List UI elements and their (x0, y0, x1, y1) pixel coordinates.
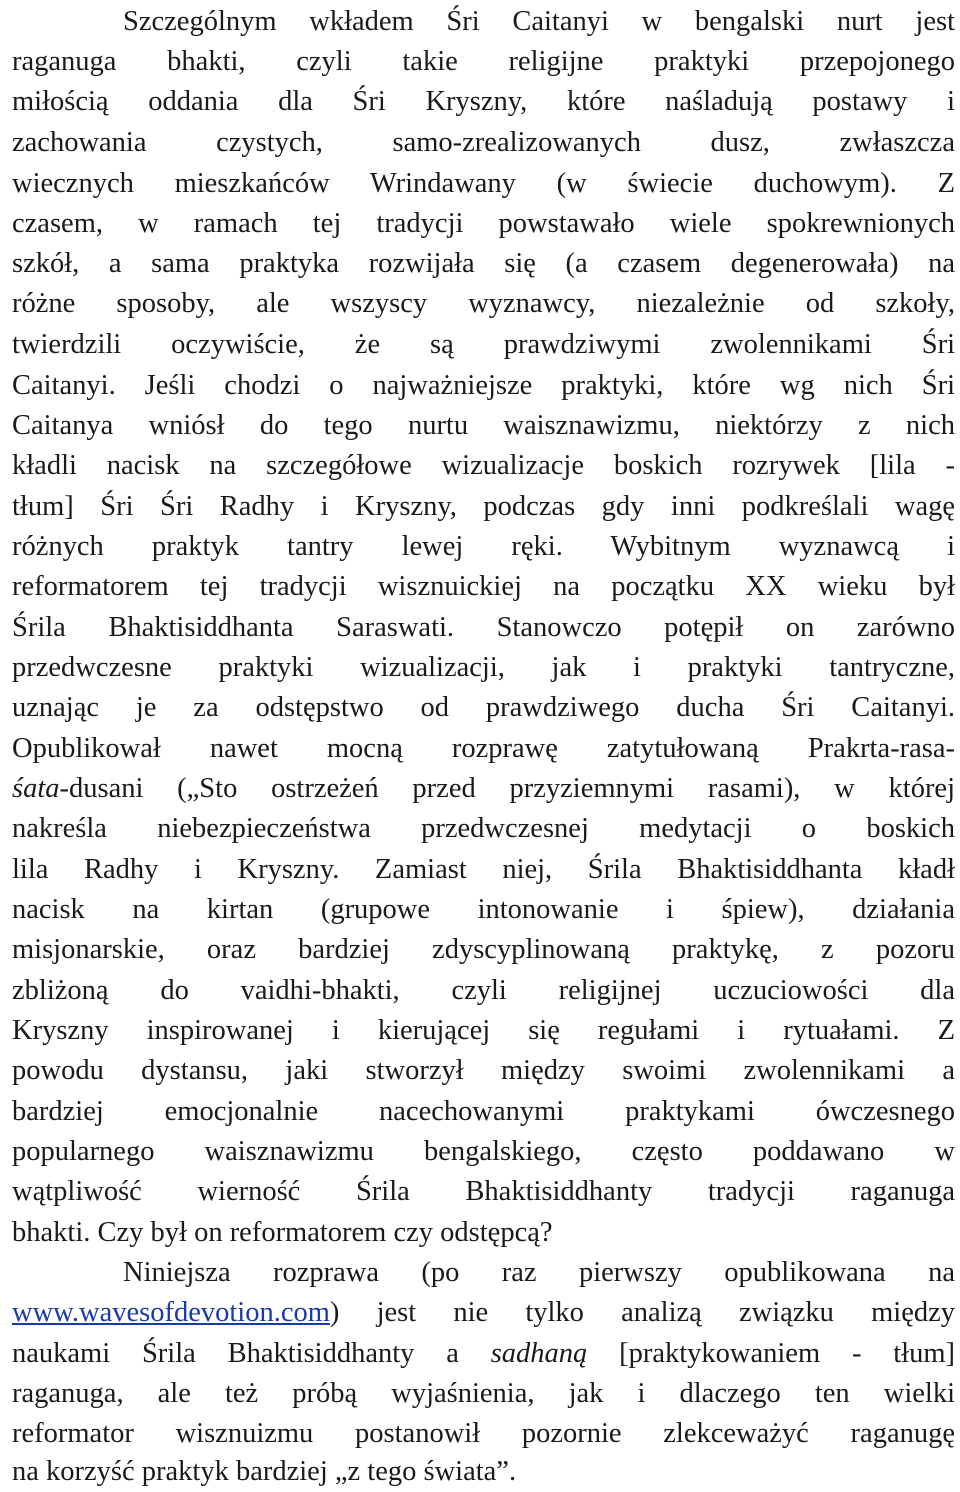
text-line: szkół, a sama praktyka rozwijała się (a czasem degenerowała) na (12, 248, 955, 279)
text-line: lila Radhy i Kryszny. Zamiast niej, Śrila Bhaktisiddhanta kładł (12, 854, 955, 885)
text-span: ) jest nie tylko analizą związku między (329, 1297, 955, 1328)
text-line: reformator wisznuizmu postanowił pozornie zlekceważyć raganugę (12, 1418, 955, 1449)
text-line: powodu dystansu, jaki stworzył między swoimi zwolennikami a (12, 1055, 955, 1086)
text-line: różne sposoby, ale wszyscy wyznawcy, niezależnie od szkoły, (12, 288, 955, 319)
text-line: tłum] Śri Śri Radhy i Kryszny, podczas gdy inni podkreślali wagę (12, 491, 955, 522)
text-line: kładli nacisk na szczegółowe wizualizacje boskich rozrywek [lila - (12, 450, 955, 481)
text-line: raganuga bhakti, czyli takie religijne praktyki przepojonego (12, 46, 955, 77)
text-line: Śrila Bhaktisiddhanta Saraswati. Stanowczo potępił on zarówno (12, 612, 955, 643)
text-line: Niniejsza rozprawa (po raz pierwszy opublikowana na (123, 1257, 955, 1288)
text-line: bardziej emocjonalnie nacechowanymi praktykami ówczesnego (12, 1096, 955, 1127)
text-line: wątpliwość wierność Śrila Bhaktisiddhanty tradycji raganuga (12, 1176, 955, 1207)
text-span: [praktykowaniem - tłum] (587, 1338, 955, 1369)
text-line: wiecznych mieszkańców Wrindawany (w świecie duchowym). Z (12, 168, 955, 199)
text-line: twierdzili oczywiście, że są prawdziwymi zwolennikami Śri (12, 329, 955, 360)
text-line: bhakti. Czy był on reformatorem czy odstępcą? (12, 1217, 553, 1248)
italic-term: śata (12, 773, 60, 804)
text-line: raganuga, ale też próbą wyjaśnienia, jak i dlaczego ten wielki (12, 1378, 955, 1409)
text-line: Caitanya wniósł do tego nurtu waisznawizmu, niektórzy z nich (12, 410, 955, 441)
text-line: różnych praktyk tantry lewej ręki. Wybitnym wyznawcą i (12, 531, 955, 562)
text-line: miłością oddania dla Śri Kryszny, które naśladują postawy i (12, 86, 955, 117)
text-line: reformatorem tej tradycji wisznuickiej na początku XX wieku był (12, 571, 955, 602)
text-line: Caitanyi. Jeśli chodzi o najważniejsze praktyki, które wg nich Śri (12, 370, 955, 401)
text-line: na korzyść praktyk bardziej „z tego świata”. (12, 1456, 517, 1487)
text-line: Opublikował nawet mocną rozprawę zatytułowaną Prakrta-rasa- (12, 733, 955, 764)
text-line: Szczególnym wkładem Śri Caitanyi w bengalski nurt jest (123, 6, 955, 37)
text-line: czasem, w ramach tej tradycji powstawało wiele spokrewnionych (12, 208, 955, 239)
text-line: zbliżoną do vaidhi-bhakti, czyli religijnej uczuciowości dla (12, 975, 955, 1006)
text-line: przedwczesne praktyki wizualizacji, jak i praktyki tantryczne, (12, 652, 955, 683)
text-line (12, 1293, 955, 1333)
text-line: Kryszny inspirowanej i kierującej się regułami i rytuałami. Z (12, 1015, 955, 1046)
website-link[interactable]: www.wavesofdevotion.com (12, 1297, 330, 1328)
text-span: -dusani („Sto ostrzeżeń przed przyziemnymi rasami), w której (59, 773, 955, 804)
italic-term: sadhaną (490, 1338, 588, 1369)
text-span: naukami Śrila Bhaktisiddhanty a (12, 1338, 491, 1369)
text-line: zachowania czystych, samo-zrealizowanych dusz, zwłaszcza (12, 127, 955, 158)
text-line (12, 1334, 955, 1374)
text-line (12, 769, 955, 809)
text-line: uznając je za odstępstwo od prawdziwego ducha Śri Caitanyi. (12, 692, 955, 723)
text-line: misjonarskie, oraz bardziej zdyscyplinowaną praktykę, z pozoru (12, 934, 955, 965)
text-line: popularnego waisznawizmu bengalskiego, często poddawano w (12, 1136, 955, 1167)
text-line: nacisk na kirtan (grupowe intonowanie i śpiew), działania (12, 894, 955, 925)
text-line: nakreśla niebezpieczeństwa przedwczesnej medytacji o boskich (12, 813, 955, 844)
